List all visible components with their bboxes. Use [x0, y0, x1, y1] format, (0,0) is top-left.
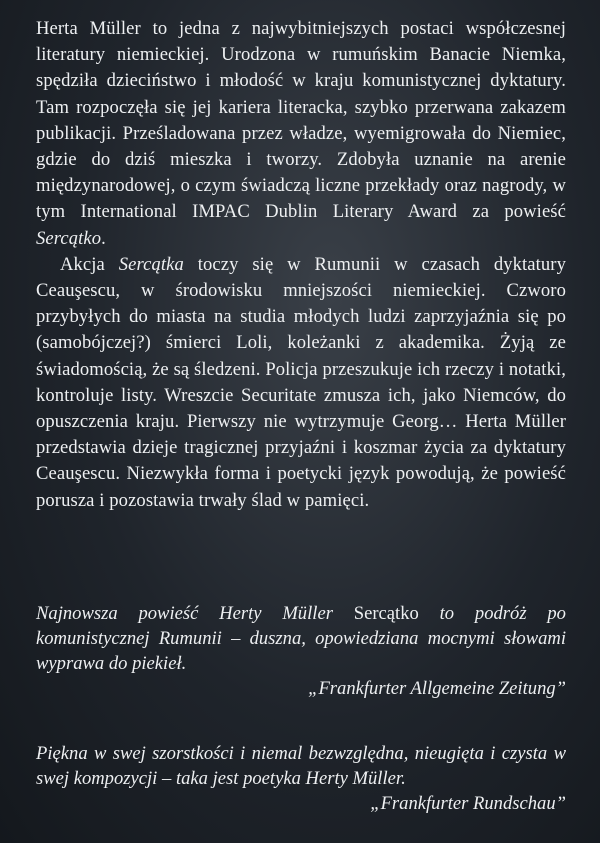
- quote-text-end: to podróż po komunistycznej Rumunii – duszna, opowiedziana mocnymi słowami wyprawa do piekieł.: [36, 603, 566, 674]
- quote-text: Piękna w swej szorstkości i niemal bezwzględna, nieugięta i czysta w swej kompozycji – taka jest poetyka Herty Müller.: [36, 743, 566, 789]
- bio-text-end: .: [101, 227, 106, 249]
- bio-text: Herta Müller to jedna z najwybitniejszych postaci współczesnej literatury niemieckiej. Urodzona w rumuńskim Banacie Niemka, spędziła dzieciństwo i młodość w kraju komunistycznej dyktatury. Tam rozpoczęła się jej kariera literacka, szybko przerwana zakazem publikacji. Prześladowana przez władze, wyemigrowała do Niemiec, gdzie do dziś mieszka i tworzy. Zdobyła uznanie na arenie międzynarodowej, o czym świadczą liczne przekłady oraz nagrody, w tym International IMPAC Dublin Literary Award za powieść: [36, 18, 566, 223]
- quote-text-start: Najnowsza powieść Herty Müller: [36, 603, 354, 624]
- plot-text: toczy się w Rumunii w czasach dyktatury Ceauşescu, w środowisku mniejszości niemieckiej. Czworo przybyłych do miasta na studia młodych ludzi zaprzyjaźnia się po (samobójczej?) śmierci Loli, koleżanki z akademika. Żyją ze świadomością, że są śledzeni. Policja przeszukuje ich rzeczy i notatki, kontroluje listy. Wreszcie Securitate zmusza ich, jako Niemców, do opuszczenia kraju. Pierwszy nie wytrzymuje Georg… Herta Müller przedstawia dzieje tragicznej przyjaźni i koszmar życia za dyktatury Ceauşescu. Niezwykła forma i poetycki język powodują, że powieść porusza i pozostawia trwały ślad w pamięci.: [36, 253, 566, 511]
- quote-book-title: Sercątko: [353, 603, 419, 624]
- paragraph-plot-summary: [36, 252, 566, 514]
- quote-text: [36, 601, 566, 676]
- book-title: Sercątko: [36, 227, 102, 249]
- review-quote-faz: [36, 601, 566, 701]
- quote-source: „Frankfurter Rundschau”: [370, 793, 566, 814]
- review-quote-fr: [36, 741, 566, 816]
- description-blurb: [36, 16, 566, 514]
- plot-text-start: Akcja: [60, 253, 119, 275]
- quote-source: „Frankfurter Allgemeine Zeitung”: [308, 678, 566, 699]
- book-title-inflected: Sercątka: [118, 253, 184, 275]
- paragraph-author-bio: [36, 16, 566, 252]
